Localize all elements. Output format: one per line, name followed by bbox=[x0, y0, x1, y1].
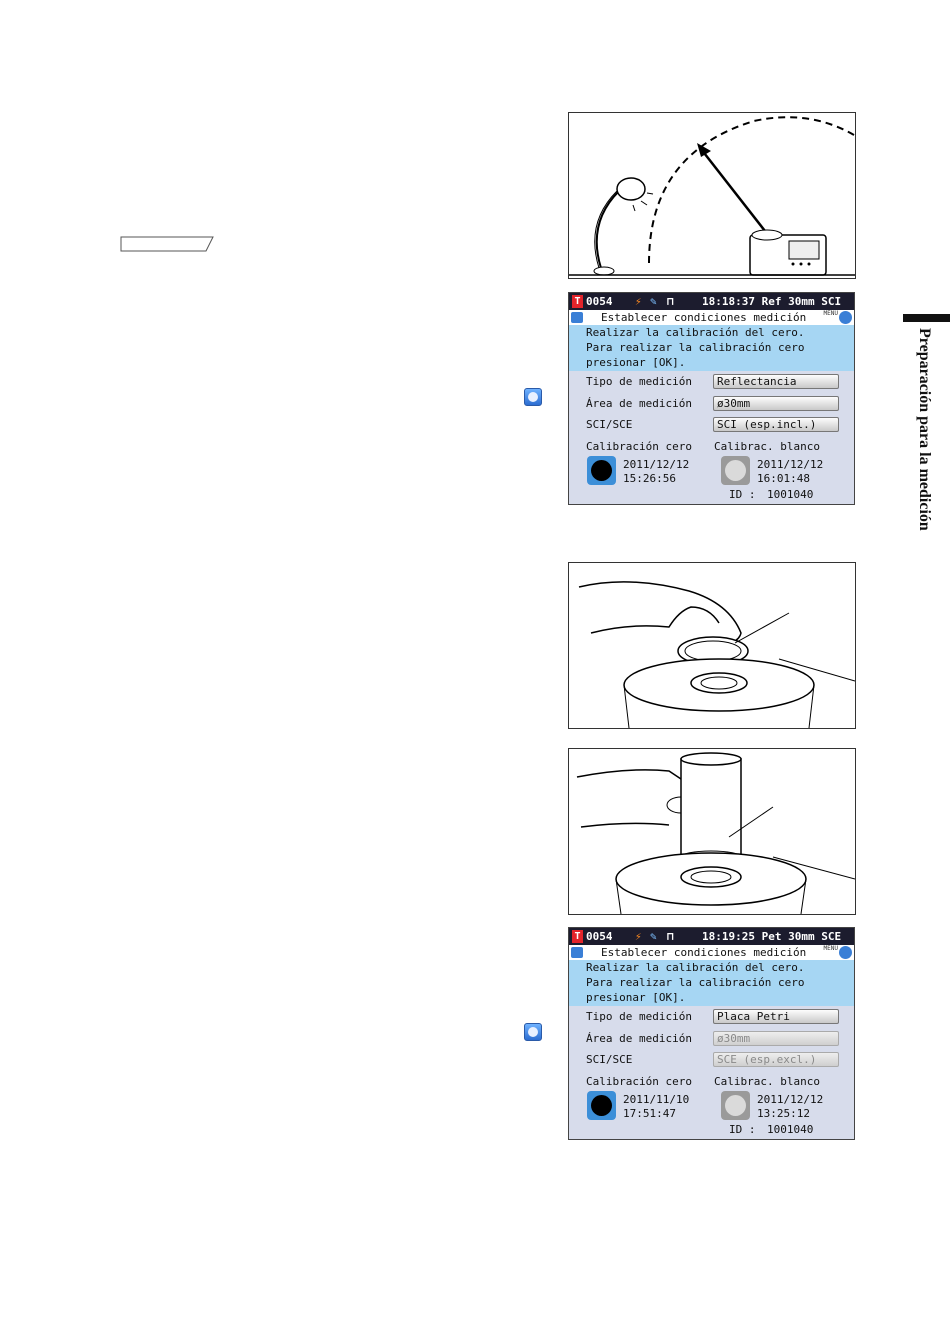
status-bar bbox=[569, 928, 854, 945]
power-icon: ⚡ bbox=[635, 295, 642, 308]
zero-calibration-icon bbox=[524, 388, 542, 406]
screen-title: Establecer condiciones medición bbox=[601, 946, 807, 959]
white-cal-time: 13:25:12 bbox=[757, 1107, 810, 1120]
pen-icon: ✎ bbox=[650, 930, 657, 943]
white-calibration-button[interactable] bbox=[721, 456, 750, 485]
measurement-area-label: Área de medición bbox=[586, 1032, 692, 1045]
status-bar bbox=[569, 293, 854, 310]
section-tab-marker bbox=[903, 314, 950, 322]
white-cal-date: 2011/12/12 bbox=[757, 458, 824, 471]
status-code: 0054 bbox=[586, 295, 613, 308]
zero-cal-date: 2011/11/10 bbox=[623, 1093, 690, 1106]
zero-calibration-button[interactable] bbox=[587, 456, 616, 485]
sci-sce-label: SCI/SCE bbox=[586, 1053, 633, 1066]
instruction-message bbox=[569, 960, 854, 1006]
white-cal-date: 2011/12/12 bbox=[757, 1093, 824, 1106]
white-calibration-label: Calibrac. blanco bbox=[714, 440, 820, 453]
screen-title: Establecer condiciones medición bbox=[601, 311, 807, 324]
measurement-type-field[interactable]: Reflectancia bbox=[713, 374, 839, 389]
device-id-label: ID : bbox=[729, 1123, 756, 1136]
back-icon[interactable] bbox=[571, 312, 583, 323]
message-line: Realizar la calibración del cero. bbox=[586, 961, 805, 974]
white-calibration-label: Calibrac. blanco bbox=[714, 1075, 820, 1088]
message-line: presionar [OK]. bbox=[586, 356, 686, 369]
status-time: 18:18:37 Ref 30mm SCI bbox=[702, 295, 842, 308]
zero-calibration-label: Calibración cero bbox=[586, 440, 692, 453]
sci-sce-field: SCE (esp.excl.) bbox=[713, 1052, 839, 1067]
screen-title-bar bbox=[569, 945, 854, 960]
measurement-type-label: Tipo de medición bbox=[586, 375, 692, 388]
measurement-type-field[interactable]: Placa Petri bbox=[713, 1009, 839, 1024]
status-time: 18:19:25 Pet 30mm SCE bbox=[702, 930, 842, 943]
device-id-value: 1001040 bbox=[767, 1123, 814, 1136]
white-calibration-button[interactable] bbox=[721, 1091, 750, 1120]
menu-icon[interactable]: MENU bbox=[823, 945, 838, 952]
measurement-area-label: Área de medición bbox=[586, 397, 692, 410]
power-icon: ⚡ bbox=[635, 930, 642, 943]
message-line: presionar [OK]. bbox=[586, 991, 686, 1004]
message-line: Para realizar la calibración cero bbox=[586, 976, 805, 989]
return-icon[interactable] bbox=[839, 311, 852, 324]
device-screen-2 bbox=[568, 927, 855, 1140]
section-title: Preparación para la medición bbox=[916, 328, 933, 531]
figure-place-calibration-box bbox=[568, 562, 856, 729]
zero-cal-time: 15:26:56 bbox=[623, 472, 676, 485]
lock-icon: ⊓ bbox=[667, 295, 674, 308]
back-icon[interactable] bbox=[571, 947, 583, 958]
target-icon: T bbox=[572, 295, 583, 308]
device-id-label: ID : bbox=[729, 488, 756, 501]
status-code: 0054 bbox=[586, 930, 613, 943]
sci-sce-label: SCI/SCE bbox=[586, 418, 633, 431]
label-tag bbox=[120, 236, 214, 252]
measurement-area-field[interactable]: ø30mm bbox=[713, 396, 839, 411]
pen-icon: ✎ bbox=[650, 295, 657, 308]
zero-calibration-label: Calibración cero bbox=[586, 1075, 692, 1088]
target-icon: T bbox=[572, 930, 583, 943]
return-icon[interactable] bbox=[839, 946, 852, 959]
instruction-message bbox=[569, 325, 854, 371]
device-screen-1 bbox=[568, 292, 855, 505]
lock-icon: ⊓ bbox=[667, 930, 674, 943]
zero-calibration-button[interactable] bbox=[587, 1091, 616, 1120]
measurement-type-label: Tipo de medición bbox=[586, 1010, 692, 1023]
screen-title-bar bbox=[569, 310, 854, 325]
message-line: Para realizar la calibración cero bbox=[586, 341, 805, 354]
menu-icon[interactable]: MENU bbox=[823, 310, 838, 317]
figure-instrument-with-lamp bbox=[568, 112, 856, 279]
measurement-area-field: ø30mm bbox=[713, 1031, 839, 1046]
message-line: Realizar la calibración del cero. bbox=[586, 326, 805, 339]
sci-sce-field[interactable]: SCI (esp.incl.) bbox=[713, 417, 839, 432]
zero-cal-date: 2011/12/12 bbox=[623, 458, 690, 471]
white-cal-time: 16:01:48 bbox=[757, 472, 810, 485]
device-id-value: 1001040 bbox=[767, 488, 814, 501]
zero-calibration-icon bbox=[524, 1023, 542, 1041]
zero-cal-time: 17:51:47 bbox=[623, 1107, 676, 1120]
figure-place-cylinder bbox=[568, 748, 856, 915]
